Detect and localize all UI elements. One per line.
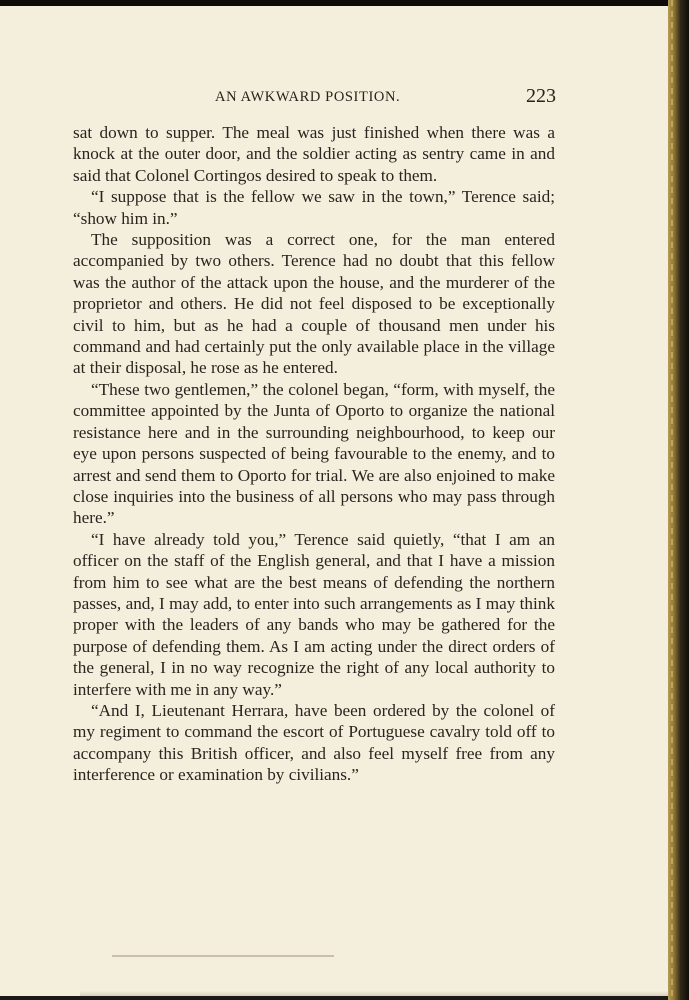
page-header — [0, 85, 668, 109]
paragraph-3: The supposition was a correct one, for the man entered accompanied by two others. Terence had no doubt that this fellow was the author of the attack upon the house, and the murderer of the proprietor and others. He did not feel disposed to be exceptionally civil to him, but as he had a couple of thousand men under his command and had certainly put the only available place in the village at their disposal, he rose as he entered. — [73, 230, 555, 378]
paragraph-5: “I have already told you,” Terence said quietly, “that I am an officer on the staff of the English general, and that I have a mission from him to see what are the best means of defending the northern passes, and, I may add, to enter into such arrangements as I may think proper with the leaders of any bands who may be gathered for the purpose of defending them. As I am acting under the direct orders of the general, I in no way recognize the right of any local authority to interfere with me in any way.” — [73, 529, 555, 699]
body-text — [73, 122, 555, 786]
page-number: 223 — [526, 85, 556, 107]
paragraph-4: “These two gentlemen,” the colonel began, “form, with myself, the committee appointed by the Junta of Oporto to organize the national resistance here and in the surrounding neighbourhood, to keep our eye upon persons suspected of being favourable to the enemy, and to arrest and send them to Oporto for trial. We are also enjoined to make close inquiries into the business of all persons who may pass through here.” — [73, 379, 555, 528]
running-head: AN AWKWARD POSITION. — [215, 89, 401, 105]
bottom-smudge — [80, 991, 668, 996]
footer-rule — [112, 955, 334, 957]
paragraph-1: sat down to supper. The meal was just finished when there was a knock at the outer door, and the soldier acting as sentry came in and said that Colonel Cortingos desired to speak to them. — [73, 123, 555, 185]
book-page — [0, 6, 668, 996]
paragraph-2: “I suppose that is the fellow we saw in the town,” Terence said; “show him in.” — [73, 187, 555, 228]
book-spine-edge — [668, 0, 689, 1000]
paragraph-6: “And I, Lieutenant Herrara, have been ordered by the colonel of my regiment to command the escort of Portuguese cavalry told off to accompany this British officer, and also feel myself free from any interference or examination by civilians.” — [73, 700, 555, 785]
